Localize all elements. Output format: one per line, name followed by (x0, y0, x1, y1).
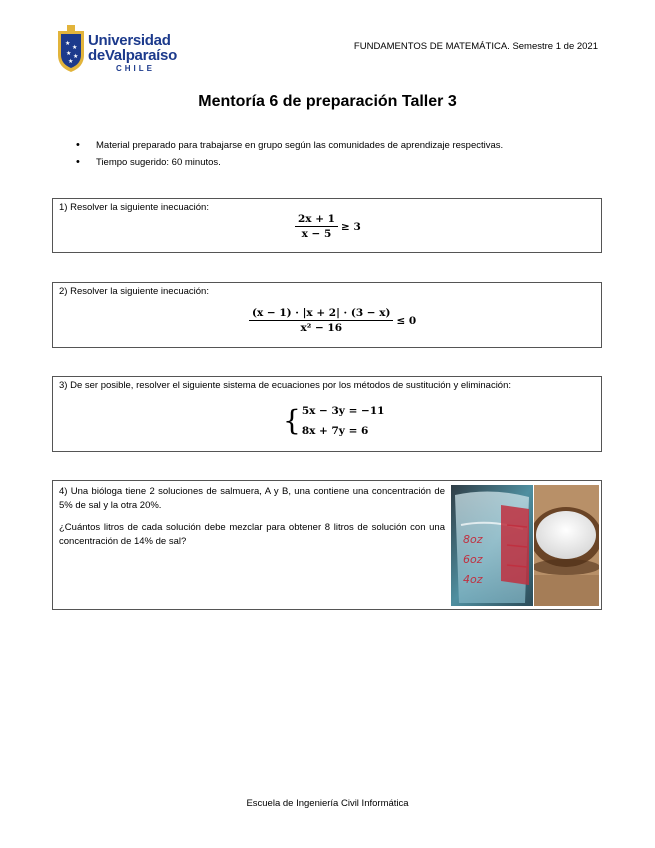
question-1-box (52, 198, 602, 253)
question-4-text (59, 485, 445, 557)
question-1-inequality (295, 213, 361, 240)
denominator: x² − 16 (300, 322, 343, 334)
svg-text:★: ★ (66, 50, 72, 57)
measuring-cup-image (451, 485, 533, 606)
svg-text:★: ★ (72, 44, 78, 51)
question-2-box (52, 282, 602, 348)
question-3-label: 3) De ser posible, resolver el siguiente sistema de ecuaciones por los métodos de sustitución y eliminación: (59, 380, 512, 391)
cup-mark-8oz: 8oz (463, 533, 483, 546)
equation-system (283, 401, 384, 441)
relation: ≤ 0 (396, 314, 417, 327)
course-header: FUNDAMENTOS DE MATEMÁTICA. Semestre 1 de 2021 (353, 41, 598, 52)
logo-line-1: Universidad (88, 32, 171, 49)
cup-mark-4oz: 4oz (463, 573, 483, 586)
question-3-box (52, 376, 602, 452)
numerator: 2x + 1 (295, 213, 338, 227)
denominator: x − 5 (301, 228, 332, 240)
svg-text:★: ★ (73, 53, 79, 60)
question-2-inequality (249, 307, 416, 334)
instructions-list (76, 140, 503, 174)
brace: { (283, 404, 301, 437)
equation-1: 5x − 3y = −11 (301, 405, 385, 417)
relation: ≥ 3 (340, 220, 361, 233)
salt-bowl-image (534, 485, 599, 606)
equation-2: 8x + 7y = 6 (301, 425, 369, 437)
page-title: Mentoría 6 de preparación Taller 3 (198, 93, 457, 110)
fraction (249, 307, 393, 334)
footer-text: Escuela de Ingeniería Civil Informática (246, 798, 409, 809)
numerator: (x − 1) · |x + 2| · (3 − x) (249, 307, 393, 321)
question-4-statement: 4) Una bióloga tiene 2 soluciones de salmuera, A y B, una contiene una concentración de 5% de sal y la otra 20%. (59, 486, 445, 511)
svg-text:★: ★ (68, 58, 74, 65)
fraction (295, 213, 338, 240)
logo-wordmark (88, 33, 177, 73)
crest-icon (56, 25, 86, 73)
instruction-item: • Material preparado para trabajarse en grupo según las comunidades de aprendizaje respectivas. (76, 140, 503, 151)
question-2-label: 2) Resolver la siguiente inecuación: (59, 286, 209, 297)
question-1-label: 1) Resolver la siguiente inecuación: (59, 202, 209, 213)
cup-mark-6oz: 6oz (463, 553, 483, 566)
instruction-item: • Tiempo sugerido: 60 minutos. (76, 157, 503, 168)
question-4-question: ¿Cuántos litros de cada solución debe mezclar para obtener 8 litros de solución con una concentración de 14% de sal? (59, 522, 445, 547)
svg-text:★: ★ (65, 40, 71, 47)
logo-line-3: CHILE (116, 64, 155, 73)
logo-line-2: deValparaíso (88, 47, 177, 64)
question-4-box (52, 480, 602, 610)
